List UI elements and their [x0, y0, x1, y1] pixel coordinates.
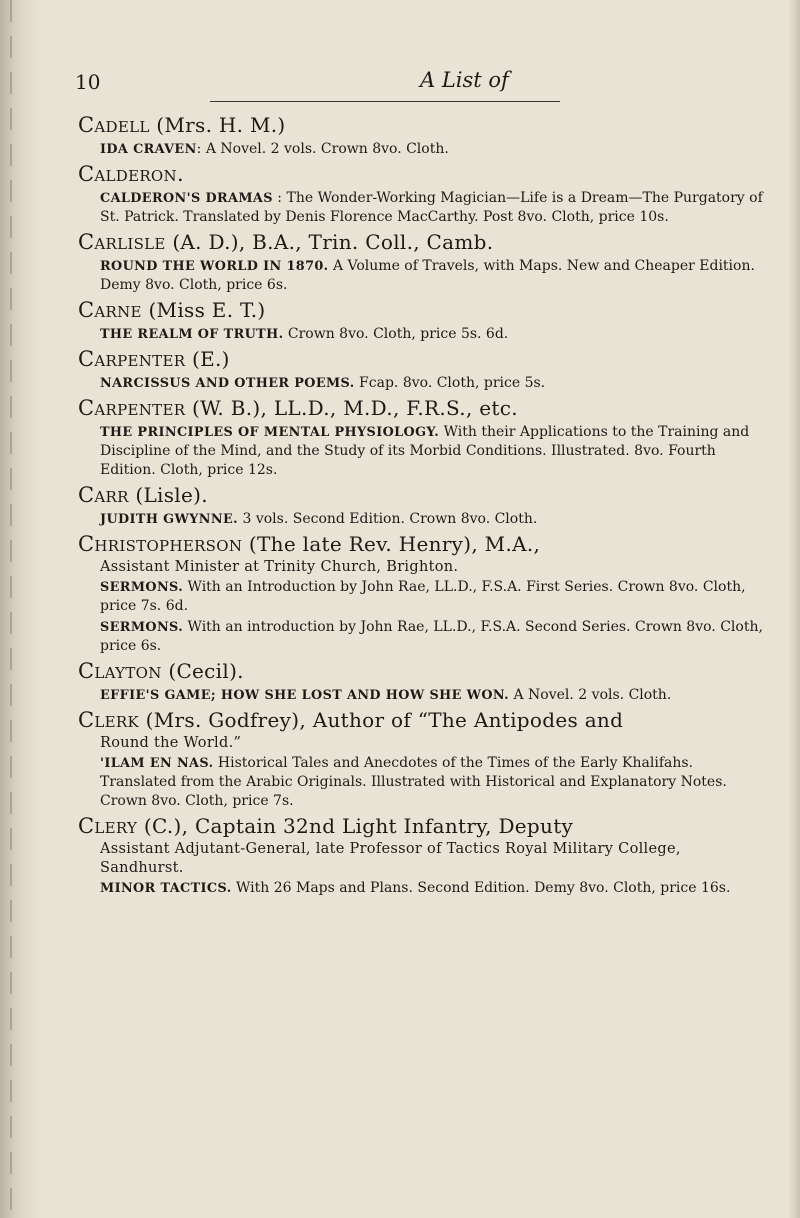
author-heading [78, 346, 768, 373]
author-name: Cadell [78, 113, 150, 137]
book-title: EFFIE'S GAME; HOW SHE LOST AND HOW SHE WON. [100, 688, 510, 703]
book-description: A Novel. 2 vols. Cloth. [509, 687, 672, 703]
book-title: SERMONS. [100, 580, 184, 595]
author-heading [78, 531, 768, 577]
book-entry [78, 325, 768, 344]
author-details: (Mrs. Godfrey), Author of “The Antipodes and [138, 708, 624, 732]
author-heading [78, 707, 768, 753]
book-entry [78, 618, 768, 656]
author-details: (Mrs. H. M.) [149, 113, 286, 137]
book-description: 3 vols. Second Edition. Crown 8vo. Cloth. [238, 511, 538, 527]
author-heading [78, 658, 768, 685]
book-title: MINOR TACTICS. [100, 881, 232, 896]
book-title: NARCISSUS AND OTHER POEMS. [100, 376, 355, 391]
running-head: A List of [420, 68, 509, 92]
book-entry [78, 510, 768, 529]
author-heading [78, 297, 768, 324]
author-details: (W. B.), LL.D., M.D., F.R.S., etc. [185, 396, 518, 420]
catalogue-list [78, 112, 768, 900]
author-heading [78, 112, 768, 139]
book-entry [78, 423, 768, 480]
book-title: IDA CRAVEN [100, 142, 197, 157]
book-entry [78, 189, 768, 227]
book-description: A Volume of Travels, with Maps. New and Cheaper Edition. Demy 8vo. Cloth, price 6s. [100, 258, 755, 293]
author-heading [78, 229, 768, 256]
book-entry [78, 578, 768, 616]
author-description: Assistant Minister at Trinity Church, Brighton. [100, 559, 459, 575]
book-description: : A Novel. 2 vols. Crown 8vo. Cloth. [196, 141, 449, 157]
author-name: Carpenter [78, 347, 186, 371]
book-description: : The Wonder-Working Magician—Life is a Dream—The Purgatory of St. Patrick. Translated by Denis Florence MacCarthy. Post 8vo. Cloth, price 10s. [100, 190, 763, 225]
catalogue-entry [78, 813, 768, 898]
book-title: JUDITH GWYNNE. [100, 512, 239, 527]
author-heading [78, 813, 768, 878]
book-entry [78, 879, 768, 898]
author-description: Round the World.” [100, 735, 242, 751]
author-name: Carne [78, 298, 142, 322]
page-number: 10 [75, 70, 101, 94]
author-name: Carpenter [78, 396, 186, 420]
book-description: With an introduction by John Rae, LL.D., F.S.A. Second Series. Crown 8vo. Cloth, price 6s. [100, 619, 763, 654]
book-description: Fcap. 8vo. Cloth, price 5s. [354, 375, 546, 391]
book-title: THE PRINCIPLES OF MENTAL PHYSIOLOGY. [100, 425, 440, 440]
book-description: With their Applications to the Training and Discipline of the Mind, and the Study of its Morbid Conditions. Illustrated. 8vo. Fourth Edition. Cloth, price 12s. [100, 424, 750, 478]
author-details: (A. D.), B.A., Trin. Coll., Camb. [165, 230, 494, 254]
author-name: Calderon. [78, 162, 184, 186]
author-name: Carlisle [78, 230, 166, 254]
catalogue-entry [78, 297, 768, 344]
book-title: 'ILAM EN NAS. [100, 756, 214, 771]
book-entry [78, 257, 768, 295]
book-title: CALDERON'S DRAMAS [100, 191, 273, 206]
catalogue-entry [78, 395, 768, 480]
book-description: With an Introduction by John Rae, LL.D., F.S.A. First Series. Crown 8vo. Cloth, price 7s. 6d. [100, 579, 746, 614]
book-title: THE REALM OF TRUTH. [100, 327, 284, 342]
author-details: (The late Rev. Henry), M.A., [242, 532, 541, 556]
catalogue-entry [78, 531, 768, 656]
author-name: Clery [78, 814, 138, 838]
book-description: Crown 8vo. Cloth, price 5s. 6d. [283, 326, 509, 342]
book-entry [78, 140, 768, 159]
book-title: ROUND THE WORLD IN 1870. [100, 259, 329, 274]
author-heading [78, 161, 768, 188]
book-entry [78, 374, 768, 393]
book-entry [78, 754, 768, 811]
author-details: (Miss E. T.) [141, 298, 266, 322]
catalogue-entry [78, 482, 768, 529]
book-title: SERMONS. [100, 620, 184, 635]
book-description: Historical Tales and Anecdotes of the Times of the Early Khalifahs. Translated from the Arabic Originals. Illustrated with Historical and Explanatory Notes. Crown 8vo. Cloth, price 7s. [100, 755, 727, 809]
catalogue-entry [78, 346, 768, 393]
author-details: (C.), Captain 32nd Light Infantry, Deputy [137, 814, 574, 838]
author-details: (E.) [185, 347, 230, 371]
book-entry [78, 686, 768, 705]
catalogue-entry [78, 658, 768, 705]
book-description: With 26 Maps and Plans. Second Edition. Demy 8vo. Cloth, price 16s. [231, 880, 731, 896]
author-name: Carr [78, 483, 129, 507]
author-heading [78, 395, 768, 422]
catalogue-entry [78, 161, 768, 227]
author-details: (Lisle). [128, 483, 208, 507]
author-heading [78, 482, 768, 509]
author-name: Christopherson [78, 532, 243, 556]
author-name: Clayton [78, 659, 162, 683]
author-name: Clerk [78, 708, 139, 732]
author-details: (Cecil). [161, 659, 244, 683]
catalogue-entry [78, 707, 768, 811]
author-description: Assistant Adjutant-General, late Professor of Tactics Royal Military College, Sandhurst. [100, 841, 681, 876]
head-rule [210, 101, 560, 102]
catalogue-entry [78, 229, 768, 295]
catalogue-entry [78, 112, 768, 159]
